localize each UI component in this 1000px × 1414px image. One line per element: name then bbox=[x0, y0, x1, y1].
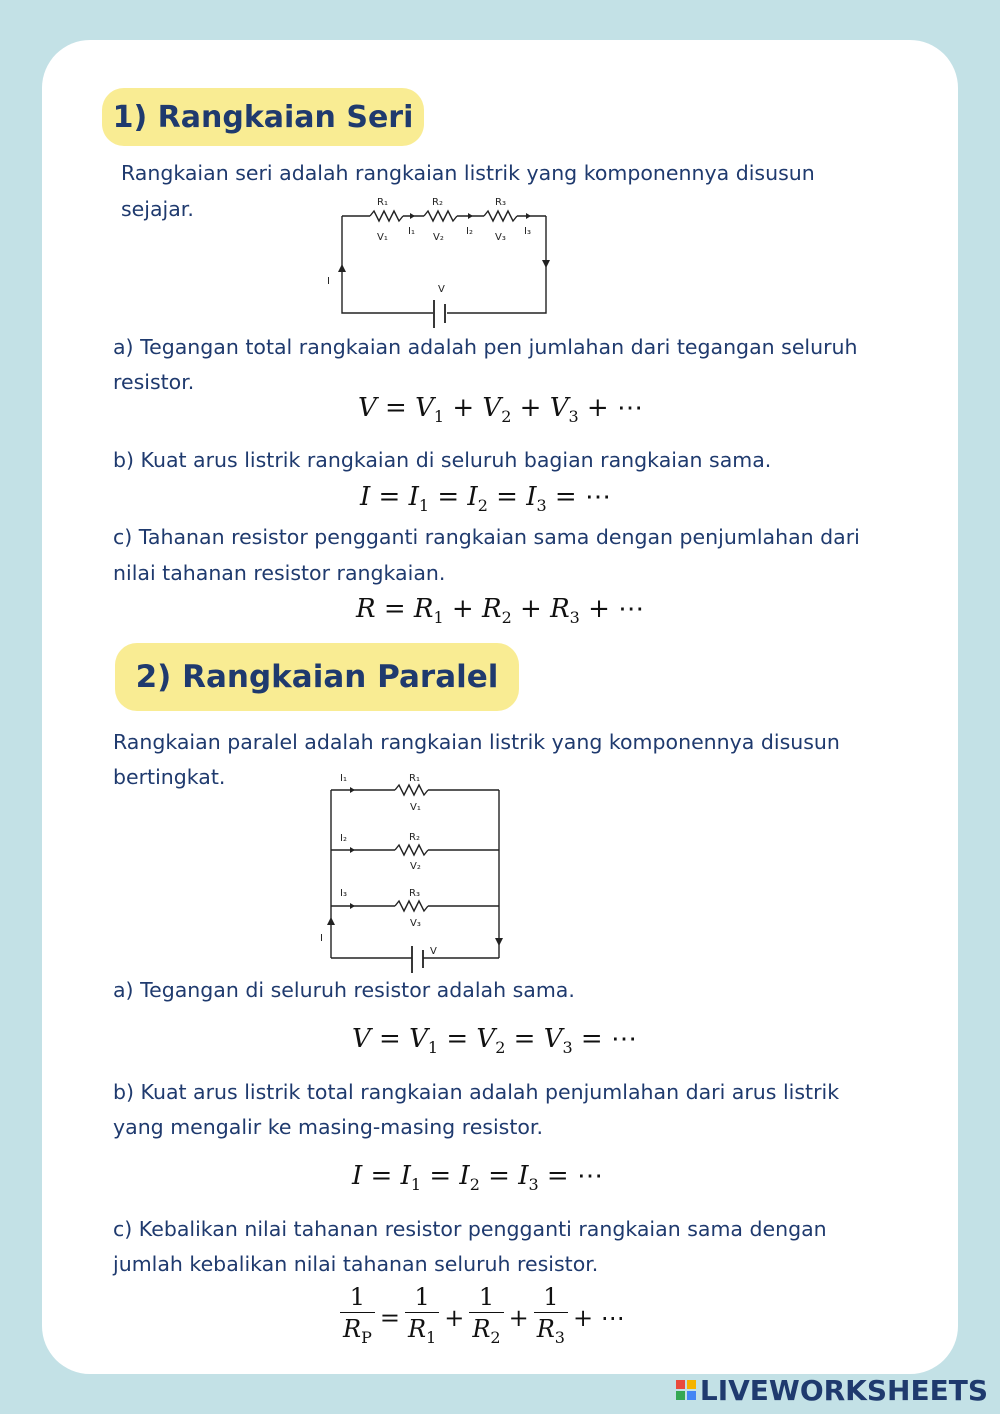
brand-name: LIVEWORKSHEETS bbox=[699, 1373, 988, 1407]
resistor-r3-zigzag bbox=[395, 901, 428, 911]
label-i2: I₂ bbox=[466, 226, 473, 237]
paralel-point-b-line1: b) Kuat arus listrik total rangkaian adalah penjumlahan dari arus listrik bbox=[113, 1080, 840, 1104]
current-arrow-up bbox=[327, 917, 335, 925]
seri-intro-line2: sejajar. bbox=[121, 197, 194, 221]
paralel-point-b-line2: yang mengalir ke masing-masing resistor. bbox=[113, 1115, 543, 1139]
parallel-circuit-diagram bbox=[310, 768, 520, 978]
label-r3: R₃ bbox=[495, 197, 506, 208]
paralel-intro-line2: bertingkat. bbox=[113, 765, 226, 789]
seri-point-c-line2: nilai tahanan resistor rangkaian. bbox=[113, 561, 446, 585]
seri-point-a-line1: a) Tegangan total rangkaian adalah pen jumlahan dari tegangan seluruh bbox=[113, 335, 858, 359]
label-v: V bbox=[438, 284, 445, 295]
label-v1: V₁ bbox=[410, 802, 421, 813]
label-r2: R₂ bbox=[409, 832, 420, 843]
resistor-r2-zigzag bbox=[395, 845, 428, 855]
liveworksheets-logo-icon bbox=[676, 1380, 696, 1400]
resistor-r1-zigzag bbox=[395, 785, 428, 795]
section-title-paralel: 2) Rangkaian Paralel bbox=[115, 643, 519, 711]
seri-intro-line1: Rangkaian seri adalah rangkaian listrik yang komponennya disusun bbox=[121, 161, 815, 185]
seri-formula-current: $I = I_1 = I_2 = I_3$ = ⋯ bbox=[360, 482, 611, 515]
resistor-r1-zigzag bbox=[370, 211, 403, 221]
paralel-intro-line1: Rangkaian paralel adalah rangkaian listrik yang komponennya disusun bbox=[113, 730, 840, 754]
paralel-point-c-line2: jumlah kebalikan nilai tahanan seluruh resistor. bbox=[113, 1252, 599, 1276]
label-v3: V₃ bbox=[495, 232, 506, 243]
label-i1: I₁ bbox=[340, 773, 347, 784]
label-r2: R₂ bbox=[432, 197, 443, 208]
seri-point-a-line2: resistor. bbox=[113, 370, 195, 394]
current-arrow-down bbox=[542, 260, 550, 268]
label-i: I bbox=[327, 276, 330, 287]
label-i3: I₃ bbox=[524, 226, 531, 237]
paralel-formula-resistance: $\frac{1}{R_P}$ = $\frac{1}{R_1}$ + $\frac{1}{R_2}$ + $\frac{1}{R_3}$ + ⋯ bbox=[338, 1282, 628, 1354]
label-i2: I₂ bbox=[340, 833, 347, 844]
label-v1: V₁ bbox=[377, 232, 388, 243]
liveworksheets-logo[interactable] bbox=[676, 1372, 988, 1408]
seri-point-b-line1: b) Kuat arus listrik rangkaian di seluruh bagian rangkaian sama. bbox=[113, 448, 772, 472]
seri-formula-voltage: $V = V_1 + V_2 + V_3$ + ⋯ bbox=[358, 393, 643, 426]
seri-point-c-line1: c) Tahanan resistor pengganti rangkaian sama dengan penjumlahan dari bbox=[113, 525, 860, 549]
label-r1: R₁ bbox=[409, 773, 420, 784]
section-title-seri: 1) Rangkaian Seri bbox=[102, 88, 424, 146]
paralel-formula-voltage: $V = V_1 = V_2 = V_3$ = ⋯ bbox=[352, 1024, 637, 1057]
label-r3: R₃ bbox=[409, 888, 420, 899]
label-r1: R₁ bbox=[377, 197, 388, 208]
current-arrow-down bbox=[495, 938, 503, 946]
label-v2: V₂ bbox=[410, 861, 421, 872]
paralel-point-a-line1: a) Tegangan di seluruh resistor adalah sama. bbox=[113, 978, 575, 1002]
label-v2: V₂ bbox=[433, 232, 444, 243]
current-arrow-up bbox=[338, 264, 346, 272]
seri-formula-resistance: $R = R_1 + R_2 + R_3$ + ⋯ bbox=[356, 594, 645, 627]
paralel-formula-current: $I = I_1 = I_2 = I_3$ = ⋯ bbox=[352, 1161, 603, 1194]
label-i3: I₃ bbox=[340, 888, 347, 899]
label-v3: V₃ bbox=[410, 918, 421, 929]
label-i: I bbox=[320, 933, 323, 944]
label-i1: I₁ bbox=[408, 226, 415, 237]
series-circuit-diagram bbox=[320, 192, 560, 332]
paralel-point-c-line1: c) Kebalikan nilai tahanan resistor pengganti rangkaian sama dengan bbox=[113, 1217, 827, 1241]
label-v: V bbox=[430, 946, 437, 957]
resistor-r3-zigzag bbox=[484, 211, 517, 221]
resistor-r2-zigzag bbox=[424, 211, 457, 221]
